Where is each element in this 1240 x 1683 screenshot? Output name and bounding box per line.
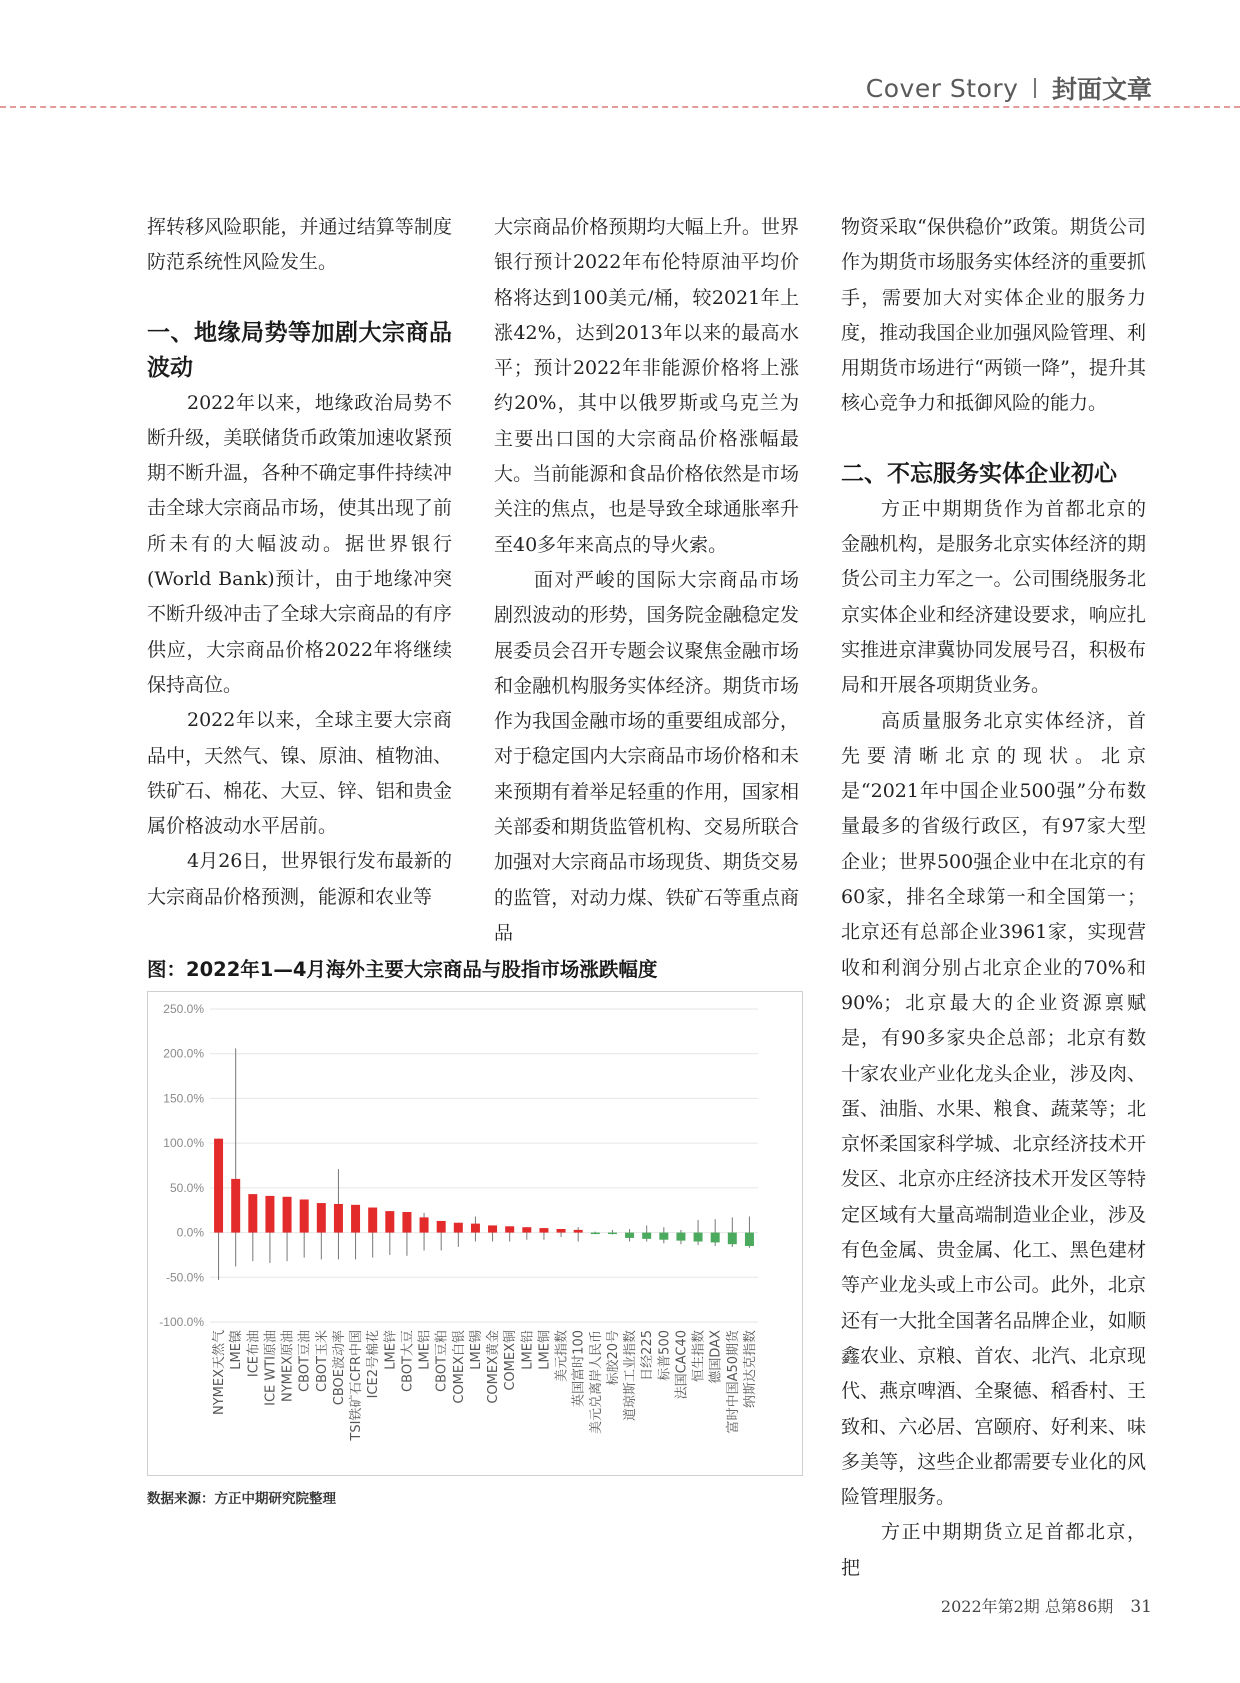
bar	[608, 1233, 617, 1235]
bar	[214, 1139, 223, 1233]
header-rule	[0, 106, 1240, 108]
y-tick-label: 250.0%	[163, 1002, 204, 1016]
chart-title: 图：2022年1—4月海外主要大宗商品与股指市场涨跌幅度	[147, 958, 658, 981]
x-tick-label: LME镍	[229, 1330, 245, 1370]
x-tick-label: 美元指数	[554, 1330, 570, 1383]
bar	[231, 1179, 240, 1233]
x-tick-label: ICE布油	[246, 1330, 262, 1378]
body-paragraph: 挥转移风险职能，并通过结算等制度防范系统性风险发生。	[147, 216, 452, 274]
x-tick-label: TSI铁矿石CFR中国	[349, 1330, 365, 1441]
bar	[505, 1226, 514, 1232]
text-column-1	[147, 210, 452, 915]
x-tick-label: CBOT大豆	[400, 1330, 416, 1392]
x-tick-label: CBOT豆粕	[434, 1330, 450, 1392]
bar	[539, 1228, 548, 1232]
x-tick-label: COMEX黄金	[486, 1330, 502, 1404]
x-tick-label: 日经225	[640, 1330, 656, 1381]
bar	[265, 1196, 274, 1233]
body-paragraph: 2022年以来，全球主要大宗商品中，天然气、镍、原油、植物油、铁矿石、棉花、大豆、锌、铝和贵金属价格波动水平居前。	[147, 709, 452, 838]
bar	[488, 1225, 497, 1232]
bar	[283, 1197, 292, 1233]
bar	[745, 1233, 754, 1246]
page-footer	[941, 1594, 1152, 1617]
bar	[591, 1233, 600, 1235]
bar	[334, 1204, 343, 1233]
y-tick-label: -50.0%	[165, 1270, 204, 1285]
running-header	[866, 70, 1152, 106]
x-tick-label: ICE WTI原油	[263, 1330, 279, 1406]
bar	[437, 1221, 446, 1233]
x-tick-label: LME铅	[520, 1330, 536, 1370]
issue-info: 2022年第2期 总第86期	[940, 1597, 1114, 1616]
bar	[676, 1233, 685, 1241]
paragraph-gap	[147, 281, 452, 316]
bar	[454, 1223, 463, 1233]
bar	[694, 1233, 703, 1242]
x-tick-label: COMEX白银	[451, 1330, 467, 1404]
x-tick-label: LME锌	[383, 1330, 399, 1370]
x-tick-label: NYMEX天然气	[212, 1330, 228, 1416]
bar-chart	[148, 992, 802, 1475]
body-paragraph: 面对严峻的国际大宗商品市场剧烈波动的形势，国务院金融稳定发展委员会召开专题会议聚焦金融市场和金融机构服务实体经济。期货市场作为我国金融市场的重要组成部分，对于稳定国内大宗商品市场价格和未来预期有着举足轻重的作用，国家相关部委和期货监管机构、交易所联合加强对大宗商品市场现货、期货交易的监管，对动力煤、铁矿石等重点商品	[494, 568, 799, 944]
section-heading: 二、不忘服务实体企业初心	[841, 460, 1117, 487]
text-column-2	[494, 210, 799, 951]
bar	[711, 1233, 720, 1243]
x-tick-label: CBOT玉米	[314, 1330, 330, 1392]
body-paragraph: 2022年以来，地缘政治局势不断升级，美联储货币政策加速收紧预期不断升温，各种不确定事件持续冲击全球大宗商品市场，使其出现了前所未有的大幅波动。据世界银行(World Bank)预计，由于地缘冲突不断升级冲击了全球大宗商品的有序供应，大宗商品价格2022年将继续保持高位。	[147, 391, 452, 696]
x-tick-label: 英国富时100	[571, 1330, 587, 1407]
header-divider	[1034, 78, 1036, 98]
page-number: 31	[1130, 1597, 1152, 1617]
bar	[385, 1211, 394, 1232]
x-tick-label: LME锡	[468, 1330, 484, 1370]
x-tick-label: 恒生指数	[691, 1330, 707, 1383]
y-tick-label: 50.0%	[169, 1180, 204, 1195]
x-tick-label: 德国DAX	[708, 1330, 724, 1384]
bar	[557, 1229, 566, 1233]
section-title-cn: 封面文章	[1051, 75, 1152, 104]
x-tick-label: 道琼斯工业指数	[623, 1330, 639, 1422]
x-tick-label: ICE2号棉花	[366, 1330, 382, 1399]
body-paragraph: 高质量服务北京实体经济，首先要清晰北京的现状。北京是“2021年中国企业500强”分布数量最多的省级行政区，有97家大型企业；世界500强企业中在北京的有60家，排名全球第一和全国第一；北京还有总部企业3961家，实现营收和利润分别占北京企业的70%和90%；北京最大的企业资源禀赋是，有90多家央企总部；北京有数十家农业产业化龙头企业，涉及肉、蛋、油脂、水果、粮食、蔬菜等；北京怀柔国家科学城、北京经济技术开发区、北京亦庄经济技术开发区等特定区域有大量高端制造业企业，涉及有色金属、贵金属、化工、黑色建材等产业龙头或上市公司。此外，北京还有一大批全国著名品牌企业，如顺鑫农业、京粮、首农、北汽、北京现代、燕京啤酒、全聚德、稻香村、王致和、六必居、宫颐府、好利来、味多美等，这些企业都需要专业化的风险管理服务。	[841, 709, 1146, 1509]
chart-container	[147, 991, 803, 1476]
bar	[659, 1233, 668, 1240]
bar	[522, 1227, 531, 1232]
bar	[368, 1208, 377, 1233]
x-tick-label: COMEX铜	[503, 1330, 519, 1391]
x-tick-label: CBOT豆油	[297, 1330, 313, 1392]
bar	[728, 1233, 737, 1245]
body-paragraph: 大宗商品价格预期均大幅上升。世界银行预计2022年布伦特原油平均价格将达到100美元/桶，较2021年上涨42%，达到2013年以来的最高水平；预计2022年非能源价格将上涨约20%，其中以俄罗斯或乌克兰为主要出口国的大宗商品价格涨幅最大。当前能源和食品价格依然是市场关注的焦点，也是导致全球通胀率升至40多年来高点的导火索。	[494, 216, 799, 556]
bar	[402, 1212, 411, 1233]
chart-source: 数据来源：方正中期研究院整理	[147, 1491, 336, 1507]
x-tick-label: 标胶20号	[605, 1330, 621, 1386]
paragraph-gap	[841, 422, 1146, 457]
x-tick-label: 纳斯达克指数	[742, 1330, 758, 1409]
bar	[317, 1203, 326, 1233]
x-tick-label: LME铝	[417, 1330, 433, 1370]
bar	[351, 1205, 360, 1233]
x-tick-label: LME铜	[537, 1330, 553, 1370]
x-tick-label: 富时中国A50期货	[725, 1330, 741, 1434]
x-tick-label: 标普500	[657, 1330, 673, 1381]
bar	[420, 1217, 429, 1232]
bar	[300, 1199, 309, 1232]
x-tick-label: CBOE波动率	[331, 1330, 347, 1406]
x-tick-label: 美元兑离岸人民币	[588, 1330, 604, 1435]
bar	[642, 1233, 651, 1239]
x-tick-label: NYMEX原油	[280, 1330, 296, 1403]
y-tick-label: 200.0%	[163, 1046, 204, 1061]
y-tick-label: 0.0%	[176, 1225, 204, 1240]
y-tick-label: 150.0%	[163, 1091, 204, 1106]
y-tick-label: 100.0%	[163, 1136, 204, 1151]
section-title-en: Cover Story	[865, 73, 1019, 103]
text-column-3	[841, 210, 1146, 1586]
body-paragraph: 方正中期期货作为首都北京的金融机构，是服务北京实体经济的期货公司主力军之一。公司围绕服务北京实体企业和经济建设要求，响应扎实推进京津冀协同发展号召，积极布局和开展各项期货业务。	[841, 497, 1146, 697]
body-paragraph: 物资采取“保供稳价”政策。期货公司作为期货市场服务实体经济的重要抓手，需要加大对实体企业的服务力度，推动我国企业加强风险管理、利用期货市场进行“两锁一降”，提升其核心竞争力和抵御风险的能力。	[841, 216, 1146, 415]
bar	[471, 1224, 480, 1233]
x-tick-label: 法国CAC40	[674, 1330, 690, 1400]
bar	[574, 1230, 583, 1233]
body-paragraph: 方正中期期货立足首都北京，把	[841, 1521, 1146, 1579]
bar	[248, 1194, 257, 1232]
section-heading: 一、地缘局势等加剧大宗商品波动	[147, 319, 452, 381]
y-tick-label: -100.0%	[159, 1315, 204, 1329]
bar	[625, 1233, 634, 1238]
body-paragraph: 4月26日，世界银行发布最新的大宗商品价格预测，能源和农业等	[147, 850, 452, 908]
